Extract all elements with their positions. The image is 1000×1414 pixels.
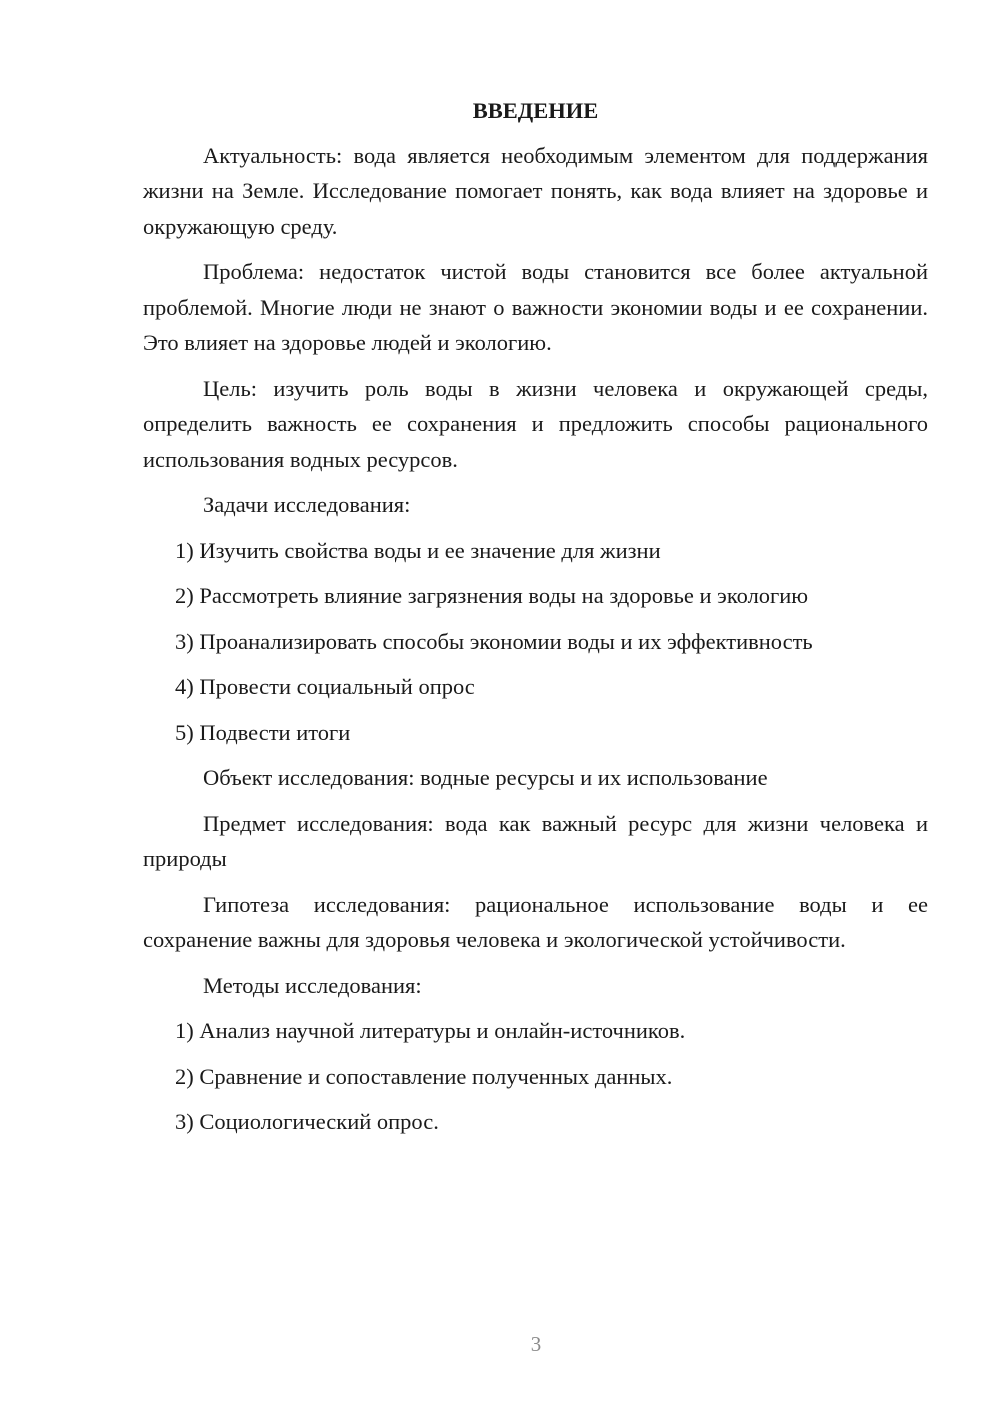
task-item: 5) Подвести итоги <box>175 719 351 745</box>
methods-list <box>143 1013 928 1140</box>
object-paragraph: Объект исследования: водные ресурсы и их использование <box>203 765 768 790</box>
problem-paragraph: Проблема: недостаток чистой воды становится все более актуальной проблемой. Многие люди не знают о важности экономии воды и ее сохранении. Это влияет на здоровье людей и экологию. <box>143 259 928 355</box>
tasks-list <box>143 533 928 751</box>
task-item: 2) Рассмотреть влияние загрязнения воды на здоровье и экологию <box>175 583 809 608</box>
section-title: ВВЕДЕНИЕ <box>472 98 599 123</box>
task-item: 3) Проанализировать способы экономии воды и их эффективность <box>175 628 813 654</box>
method-item: 2) Сравнение и сопоставление полученных данных. <box>175 1063 673 1089</box>
page-number: 3 <box>530 1332 542 1356</box>
method-item: 1) Анализ научной литературы и онлайн-источников. <box>175 1018 686 1043</box>
hypothesis-paragraph: Гипотеза исследования: рациональное использование воды и ее сохранение важны для здоровья человека и экологической устойчивости. <box>143 891 928 952</box>
method-item: 3) Социологический опрос. <box>175 1109 439 1134</box>
subject-paragraph: Предмет исследования: вода как важный ресурс для жизни человека и природы <box>143 810 928 871</box>
relevance-paragraph: Актуальность: вода является необходимым элементом для поддержания жизни на Земле. Исследование помогает понять, как вода влияет на здоровье и окружающую среду. <box>143 142 928 239</box>
methods-heading: Методы исследования: <box>203 972 422 998</box>
tasks-heading: Задачи исследования: <box>203 492 411 517</box>
goal-paragraph: Цель: изучить роль воды в жизни человека и окружающей среды, определить важность ее сохранения и предложить способы рационального использования водных ресурсов. <box>143 375 928 472</box>
task-item: 1) Изучить свойства воды и ее значение для жизни <box>175 537 661 563</box>
document-body <box>143 93 928 1150</box>
task-item: 4) Провести социальный опрос <box>175 674 475 699</box>
